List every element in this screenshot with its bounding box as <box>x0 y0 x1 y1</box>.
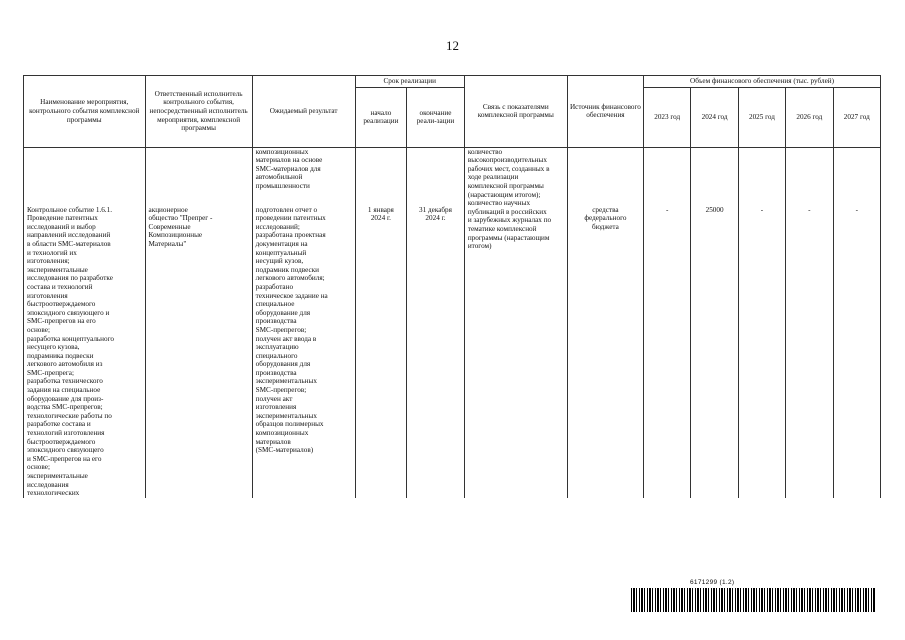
link-indicators-cell: количество высокопроизводительных рабочих мест, созданных в ходе реализации комплексной программы (нарастающим итогом); количество научных публикаций в российских и зарубежных журналах по тематике комплексной программы (нарастающим итогом) <box>467 147 552 251</box>
barcode-label: 6171299 (1.2) <box>690 579 735 586</box>
header-year-2027: 2027 год <box>833 87 880 147</box>
header-event-name: Наименование мероприятия, контрольного события комплексной программы <box>24 76 146 148</box>
result-continuation: композиционных материалов на основе SMC-материалов для автомобильной промышленности <box>255 147 323 190</box>
header-year-2024: 2024 год <box>691 87 738 147</box>
header-year-2025: 2025 год <box>738 87 785 147</box>
end-date-cell: 31 декабря 2024 г. <box>418 205 452 223</box>
header-link-indicators: Связь с показателями комплексной программы <box>464 76 567 148</box>
page-number: 12 <box>446 38 459 53</box>
header-finance-group: Объем финансового обеспечения (тыс. рублей) <box>644 76 881 88</box>
responsible-cell: акционерное общество "Препрег - Современные Композиционные Материалы" <box>148 205 213 248</box>
result-cell: подготовлен отчет о проведении патентных исследований; разработана проектная документация на концептуальный несущий кузов, подрамник подвески легкового автомобиля; разработано техническое задание на специальное оборудование для производства SMC-препрегов; получен акт ввода в эксплуатацию специального оборудования для производства экспериментальных SMC-препрегов; получен акт изготовления экспериментальных образцов полимерных композиционных материалов (SMC-материалов) <box>255 205 328 455</box>
value-2025-cell: - <box>760 205 764 214</box>
header-start: начало реализации <box>355 87 407 147</box>
header-year-2026: 2026 год <box>786 87 833 147</box>
header-end: окончание реали-зации <box>407 87 465 147</box>
value-2024-cell: 25000 <box>705 205 724 214</box>
barcode-graphic <box>631 588 876 612</box>
value-2027-cell: - <box>855 205 858 214</box>
finance-source-cell: средства федерального бюджета <box>584 205 627 231</box>
value-2023-cell: - <box>666 205 669 214</box>
start-date-cell: 1 января 2024 г. <box>367 205 394 223</box>
program-table <box>23 75 881 498</box>
header-period-group: Срок реализации <box>355 76 464 88</box>
header-finance-source: Источник финансового обеспечения <box>567 76 643 148</box>
header-year-2023: 2023 год <box>644 87 691 147</box>
header-expected-result: Ожидаемый результат <box>252 76 355 148</box>
value-2026-cell: - <box>808 205 811 214</box>
header-responsible: Ответственный исполнитель контрольного события, непосредственный исполнитель мероприятия, комплексной программы <box>145 76 252 148</box>
event-name-cell: Контрольное событие 1.6.1. Проведение патентных исследований и выбор направлений исследований в области SMC-материалов и технологий их изготовления; экспериментальные исследования по разработке состава и технологий изготовления быстроотверждаемого эпоксидного связующего и SMC-препрегов на его основе; разработка концептуального несущего кузова, подрамника подвески легкового автомобиля из SMC-препрега; разработка технического задания на специальное оборудование для произ- водства SMC-препрегов; технологические работы по разработке состава и технологий изготовления быстроотверждаемого эпоксидного связующего и SMC-препрегов на его основе; экспериментальные исследования технологических <box>27 205 114 498</box>
